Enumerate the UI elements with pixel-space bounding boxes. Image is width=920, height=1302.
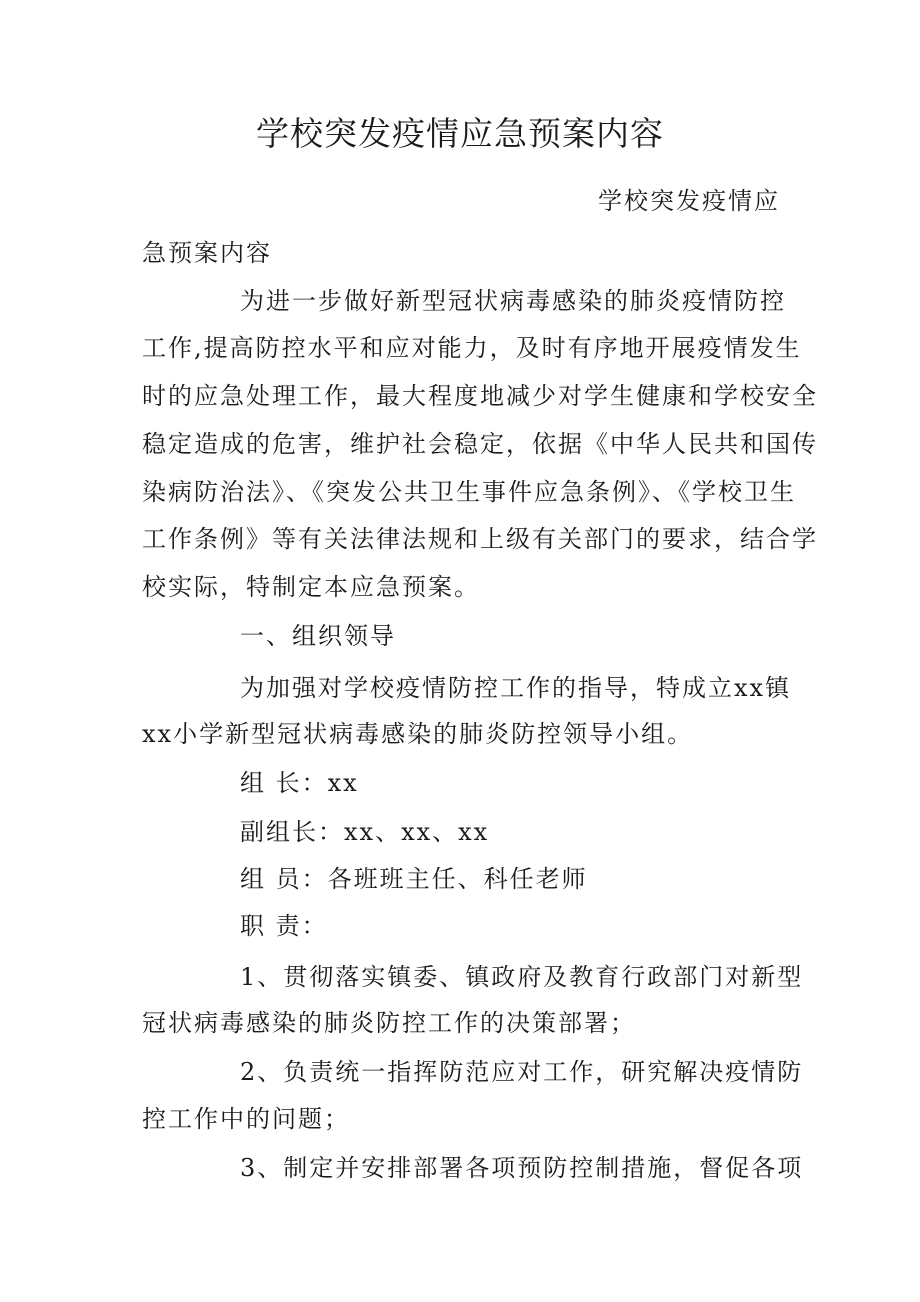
document-title: 学校突发疫情应急预案内容	[256, 114, 664, 153]
paragraph-line: 工作条例》等有关法律法规和上级有关部门的要求，结合学	[142, 525, 818, 553]
leader-line: 组 长：xx	[240, 769, 359, 797]
duty-item-line: 控工作中的问题；	[142, 1105, 350, 1133]
section-heading: 一、组织领导	[240, 622, 396, 650]
paragraph-line: 染病防治法》、《突发公共卫生事件应急条例》、《学校卫生	[142, 478, 796, 506]
subtitle-line-1: 学校突发疫情应	[598, 187, 780, 215]
paragraph-line: 为进一步做好新型冠状病毒感染的肺炎疫情防控	[240, 287, 786, 315]
members-line: 组 员：各班班主任、科任老师	[240, 865, 588, 893]
paragraph-line: 工作,提高防控水平和应对能力，及时有序地开展疫情发生	[142, 334, 802, 362]
paragraph-line: 为加强对学校疫情防控工作的指导，特成立xx镇	[240, 674, 792, 702]
subtitle-line-2: 急预案内容	[142, 239, 272, 267]
duty-item-line: 3、制定并安排部署各项预防控制措施，督促各项	[240, 1154, 804, 1182]
paragraph-line: xx小学新型冠状病毒感染的肺炎防控领导小组。	[142, 720, 694, 748]
duty-item-line: 1、贯彻落实镇委、镇政府及教育行政部门对新型	[240, 963, 804, 991]
paragraph-line: 稳定造成的危害，维护社会稳定，依据《中华人民共和国传	[142, 430, 818, 458]
duties-heading: 职 责：	[240, 912, 328, 940]
duty-item-line: 冠状病毒感染的肺炎防控工作的决策部署；	[142, 1009, 636, 1037]
deputy-leader-line: 副组长：xx、xx、xx	[240, 818, 490, 846]
paragraph-line: 校实际，特制定本应急预案。	[142, 573, 480, 601]
duty-item-line: 2、负责统一指挥防范应对工作，研究解决疫情防	[240, 1058, 804, 1086]
paragraph-line: 时的应急处理工作，最大程度地减少对学生健康和学校安全	[142, 382, 818, 410]
